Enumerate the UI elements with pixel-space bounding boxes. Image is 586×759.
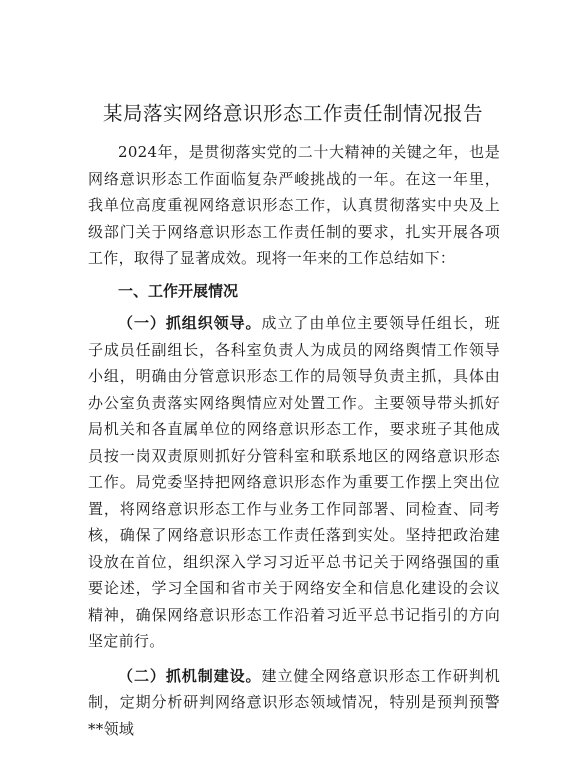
item-organization-paragraph	[88, 310, 500, 655]
section-heading: 一、工作开展情况	[118, 281, 239, 300]
item-organization-lead: （一）抓组织领导。	[118, 314, 262, 332]
item-mechanism-paragraph	[88, 663, 500, 743]
intro-paragraph: 2024年，是贯彻落实党的二十大精神的关键之年，也是网络意识形态工作面临复杂严峻挑战的一年。在这一年里，我单位高度重视网络意识形态工作，认真贯彻落实中央及上级部门关于网络意识形态工作责任制的要求，扎实开展各项工作，取得了显著成效。现将一年来的工作总结如下：	[88, 143, 500, 267]
document-body	[88, 139, 500, 742]
document-title: 某局落实网络意识形态工作责任制情况报告	[102, 102, 483, 125]
item-organization-text: 成立了由单位主要领导任组长，班子成员任副组长，各科室负责人为成员的网络舆情工作领导小组，明确由分管意识形态工作的局领导负责主抓，具体由办公室负责落实网络舆情应对处置工作。主要领导带头抓好局机关和各直属单位的网络意识形态工作，要求班子其他成员按一岗双责原则抓好分管科室和联系地区的网络意识形态工作。局党委坚持把网络意识形态作为重要工作摆上突出位置，将网络意识形态工作与业务工作同部署、同检查、同考核，确保了网络意识形态工作责任落到实处。坚持把政治建设放在首位，组织深入学习习近平总书记关于网络强国的重要论述，学习全国和省市关于网络安全和信息化建设的会议精神，确保网络意识形态工作沿着习近平总书记指引的方向坚定前行。	[88, 314, 500, 650]
item-mechanism-lead: （二）抓机制建设。	[118, 666, 262, 685]
item-mechanism-text: 建立健全网络意识形态工作研判机制，定期分析研判网络意识形态领域情况，特别是预判预警**领域	[88, 666, 500, 738]
